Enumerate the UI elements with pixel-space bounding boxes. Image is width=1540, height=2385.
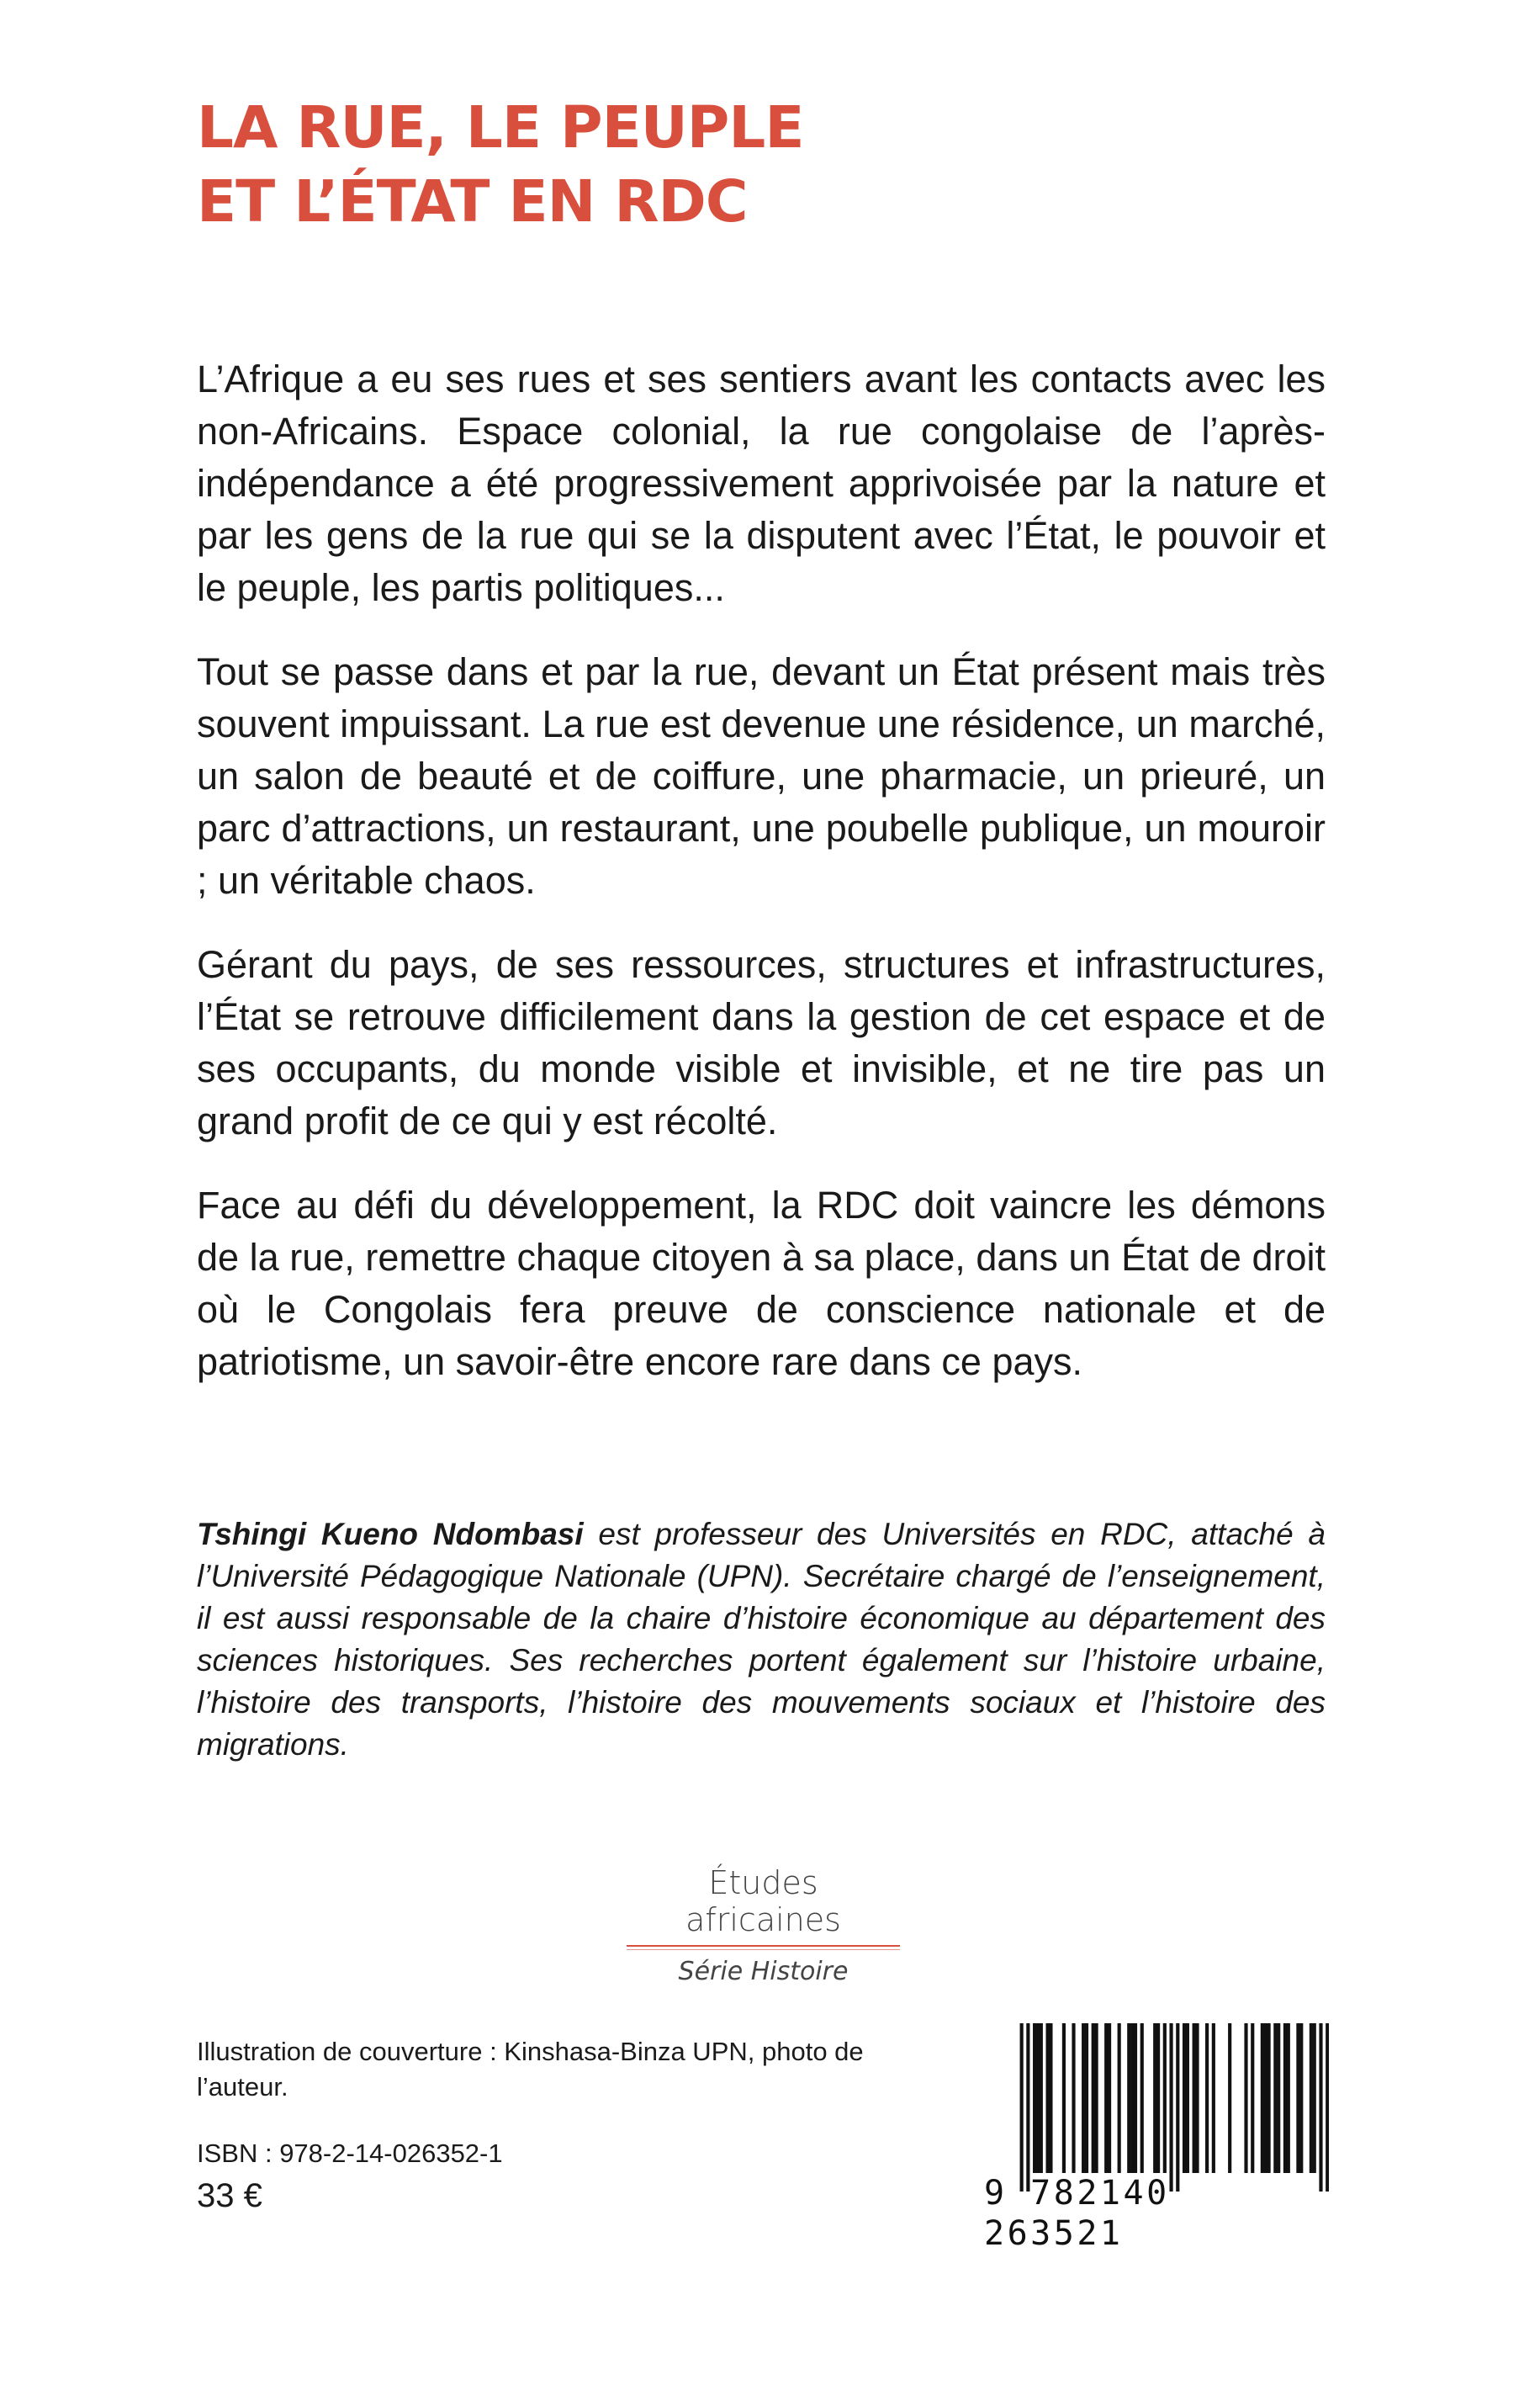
barcode-bar bbox=[1277, 2023, 1280, 2173]
barcode-bar bbox=[1045, 2023, 1049, 2173]
barcode-bar bbox=[1186, 2023, 1189, 2173]
barcode-bar bbox=[1313, 2023, 1316, 2173]
blurb-paragraph-3: Gérant du pays, de ses ressources, structures et infrastructures, l’État se retrouve difficilement dans la gestion de cet espace et de ses occupants, du monde visible et invisible, et ne tire pas un grand profit de ce qui y est récolté. bbox=[197, 943, 1326, 1142]
book-title bbox=[197, 91, 803, 239]
blurb bbox=[197, 353, 1326, 1420]
book-title-line-1: LA RUE, LE PEUPLE bbox=[197, 94, 804, 162]
barcode-bar bbox=[1072, 2023, 1075, 2173]
barcode-bar bbox=[1033, 2023, 1036, 2173]
barcode-bar bbox=[1108, 2023, 1111, 2173]
blurb-paragraph-4: Face au défi du développement, la RDC doit vaincre les démons de la rue, remettre chaque citoyen à sa place, dans un État de droit où le Congolais fera preuve de conscience nationale et de patriotisme, un savoir-être encore rare dans ce pays. bbox=[197, 1184, 1326, 1383]
barcode-bar bbox=[1127, 2023, 1130, 2173]
barcode-bar bbox=[1310, 2023, 1313, 2173]
barcode-bar bbox=[1092, 2023, 1095, 2173]
isbn: ISBN : 978-2-14-026352-1 bbox=[197, 2139, 503, 2168]
barcode-bar bbox=[1251, 2023, 1254, 2173]
barcode-bar bbox=[1153, 2023, 1156, 2173]
barcode-bar bbox=[1267, 2023, 1271, 2173]
barcode-bar bbox=[1326, 2023, 1329, 2192]
barcode-bar bbox=[1261, 2023, 1264, 2173]
barcode-bar bbox=[1163, 2023, 1167, 2173]
cover-credit: Illustration de couverture : Kinshasa-Binza UPN, photo de l’auteur. bbox=[197, 2037, 864, 2101]
barcode-digits: 9 782140 263521 bbox=[984, 2174, 1170, 2253]
barcode-bar bbox=[1212, 2023, 1215, 2173]
blurb-paragraph-2: Tout se passe dans et par la rue, devant un État présent mais très souvent impuissant. La rue est devenue une résidence, un marché, un salon de beauté et de coiffure, une pharmacie, un prieuré, un parc d’attractions, un restaurant, une poubelle publique, un mouroir ; un véritable chaos. bbox=[197, 650, 1326, 902]
barcode bbox=[984, 2023, 1329, 2253]
author-bio-text: est professeur des Universités en RDC, attaché à l’Université Pédagogique Nationale (UPN). Secrétaire chargé de l’enseignement, il est aussi responsable de la chaire d’histoire économique au département des sciences historiques. Ses recherches portent également sur l’histoire urbaine, l’histoire des transports, l’histoire des mouvements sociaux et l’histoire des migrations. bbox=[197, 1517, 1326, 1762]
price: 33 € bbox=[197, 2177, 262, 2214]
barcode-bar bbox=[1183, 2023, 1186, 2173]
series-divider bbox=[627, 1945, 900, 1947]
barcode-bar bbox=[1095, 2023, 1098, 2173]
barcode-bar bbox=[1156, 2023, 1160, 2173]
barcode-bar bbox=[1287, 2023, 1290, 2173]
barcode-bar bbox=[1062, 2023, 1066, 2173]
barcode-bar bbox=[1049, 2023, 1052, 2173]
book-title-line-2: ET L’ÉTAT EN RDC bbox=[197, 168, 748, 236]
barcode-bar bbox=[1264, 2023, 1267, 2173]
barcode-bar bbox=[1205, 2023, 1209, 2173]
series-subtitle: Série Histoire bbox=[678, 1957, 849, 1986]
barcode-bar bbox=[1036, 2023, 1040, 2173]
barcode-bar bbox=[1134, 2023, 1137, 2173]
barcode-bar bbox=[1082, 2023, 1085, 2173]
barcode-bar bbox=[1169, 2023, 1172, 2192]
author-name: Tshingi Kueno Ndombasi bbox=[197, 1517, 584, 1551]
barcode-bar bbox=[1140, 2023, 1144, 2173]
barcode-bars bbox=[984, 2023, 1329, 2192]
barcode-bar bbox=[1040, 2023, 1043, 2173]
barcode-bar bbox=[1130, 2023, 1134, 2173]
barcode-bar bbox=[1193, 2023, 1196, 2173]
barcode-bar bbox=[1296, 2023, 1299, 2173]
barcode-bar bbox=[1273, 2023, 1277, 2173]
barcode-bar bbox=[1104, 2023, 1108, 2173]
series-divider-thin bbox=[627, 1949, 900, 1950]
blurb-paragraph-1: L’Afrique a eu ses rues et ses sentiers avant les contacts avec les non-Africains. Espace colonial, la rue congolaise de l’après-indépendance a été progressivement apprivoisée par la nature et par les gens de la rue qui se la disputent avec l’État, le pouvoir et le peuple, les partis politiques... bbox=[197, 358, 1326, 609]
series-logo bbox=[627, 1864, 900, 1986]
barcode-bar bbox=[1283, 2023, 1287, 2173]
barcode-bar bbox=[1026, 2023, 1029, 2192]
author-bio bbox=[197, 1513, 1326, 1766]
barcode-bar bbox=[1228, 2023, 1231, 2173]
series-name: Études africaines bbox=[685, 1864, 841, 1938]
barcode-bar bbox=[1176, 2023, 1179, 2192]
barcode-bar bbox=[1020, 2023, 1024, 2192]
barcode-bar bbox=[1118, 2023, 1121, 2173]
barcode-bar bbox=[1244, 2023, 1247, 2173]
barcode-bar bbox=[1195, 2023, 1199, 2173]
barcode-bar bbox=[1299, 2023, 1303, 2173]
barcode-bar bbox=[1319, 2023, 1322, 2192]
barcode-bar bbox=[1085, 2023, 1088, 2173]
